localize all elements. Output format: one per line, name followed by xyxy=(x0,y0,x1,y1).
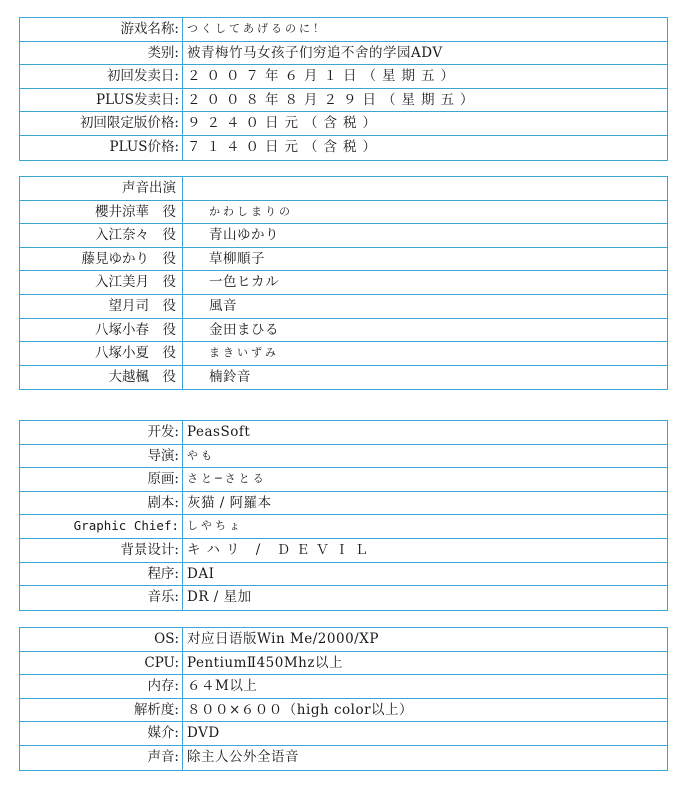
cast-actor: 一色ヒカル xyxy=(209,274,279,291)
row-label: 背景设计: xyxy=(20,539,183,562)
row-value: DAI xyxy=(187,565,215,582)
cast-actor: 風音 xyxy=(209,297,237,314)
table-row xyxy=(20,248,667,272)
row-label: Graphic Chief: xyxy=(20,515,183,538)
cast-role: 大越楓 役 xyxy=(20,366,183,390)
cast-role: 藤見ゆかり 役 xyxy=(20,248,183,271)
row-label: 程序: xyxy=(20,563,183,586)
row-value: PeasSoft xyxy=(187,424,251,440)
row-value: 灰猫 / 阿羅本 xyxy=(187,494,272,511)
row-label: 初回限定版价格: xyxy=(20,112,183,135)
table-row xyxy=(20,201,667,225)
row-value: 除主人公外全语音 xyxy=(187,748,299,765)
row-value: 对应日语版Win Me/2000/XP xyxy=(187,631,379,647)
row-value: DR / 星加 xyxy=(187,589,252,606)
table-row xyxy=(20,319,667,343)
table-header-row xyxy=(20,177,667,201)
row-label: 解析度: xyxy=(20,699,183,722)
cast-actor: まきいずみ xyxy=(209,346,279,360)
table-row xyxy=(20,699,667,723)
row-value: ７１４０日元（含税） xyxy=(187,138,382,155)
table-row xyxy=(20,675,667,699)
voice-cast-table xyxy=(19,176,668,390)
cast-actor: 草柳順子 xyxy=(209,250,265,267)
table-row xyxy=(20,468,667,492)
table-row xyxy=(20,89,667,113)
cast-actor: 楠鈴音 xyxy=(209,368,251,385)
table-row xyxy=(20,492,667,516)
table-row xyxy=(20,342,667,366)
table-row xyxy=(20,65,667,89)
table-row xyxy=(20,271,667,295)
table-row xyxy=(20,366,667,390)
row-label: PLUS发卖日: xyxy=(20,89,183,112)
row-label: CPU: xyxy=(20,652,183,675)
cast-actor: 青山ゆかり xyxy=(209,227,279,244)
row-value: ９２４０日元（含税） xyxy=(187,115,382,132)
table-row xyxy=(20,18,667,42)
cast-header: 声音出演 xyxy=(20,177,183,200)
row-label: 初回发卖日: xyxy=(20,65,183,88)
table-row xyxy=(20,586,667,610)
cast-role: 望月司 役 xyxy=(20,295,183,318)
staff-table xyxy=(19,420,668,611)
row-label: 导演: xyxy=(20,445,183,468)
row-label: 剧本: xyxy=(20,492,183,515)
table-row xyxy=(20,136,667,160)
table-row xyxy=(20,295,667,319)
cast-header-empty xyxy=(183,177,667,200)
cast-role: 入江美月 役 xyxy=(20,271,183,294)
table-row xyxy=(20,445,667,469)
row-value: キハリ / ＤＥＶＩＬ xyxy=(187,541,375,558)
row-label: 声音: xyxy=(20,746,183,770)
row-value: PentiumⅡ450Mhz以上 xyxy=(187,654,343,671)
row-label: PLUS价格: xyxy=(20,136,183,160)
row-value: つくしてあげるのに！ xyxy=(187,22,327,35)
table-row xyxy=(20,746,667,770)
row-value: DVD xyxy=(187,725,220,742)
table-row xyxy=(20,722,667,746)
row-label: 开发: xyxy=(20,421,183,444)
table-row xyxy=(20,628,667,652)
row-value: ２００８年８月２９日（星期五） xyxy=(187,91,480,108)
table-row xyxy=(20,539,667,563)
cast-role: 櫻井涼華 役 xyxy=(20,201,183,224)
cast-role: 入江奈々 役 xyxy=(20,224,183,247)
cast-actor: 金田まひる xyxy=(209,321,279,338)
row-value: ６４M以上 xyxy=(187,678,258,695)
row-label: 游戏名称: xyxy=(20,18,183,41)
row-value: しやちょ xyxy=(187,519,243,533)
table-row xyxy=(20,42,667,66)
table-row xyxy=(20,112,667,136)
cast-role: 八塚小夏 役 xyxy=(20,342,183,365)
row-value: 被青梅竹马女孩子们穷追不舍的学园ADV xyxy=(187,44,443,61)
table-row xyxy=(20,224,667,248)
row-value: ８００×６００（high color以上） xyxy=(187,701,414,718)
row-label: 内存: xyxy=(20,675,183,698)
cast-role: 八塚小春 役 xyxy=(20,319,183,342)
table-row xyxy=(20,652,667,676)
table-row xyxy=(20,421,667,445)
row-value: やも xyxy=(187,448,215,462)
system-requirements-table xyxy=(19,627,668,771)
row-label: 类别: xyxy=(20,42,183,65)
row-label: 原画: xyxy=(20,468,183,491)
row-value: ２００７年６月１日（星期五） xyxy=(187,68,460,85)
table-row xyxy=(20,563,667,587)
game-info-table xyxy=(19,17,668,161)
row-label: 媒介: xyxy=(20,722,183,745)
row-label: 音乐: xyxy=(20,586,183,610)
row-value: さと─さとる xyxy=(187,472,267,486)
row-label: OS: xyxy=(20,628,183,651)
cast-actor: かわしまりの xyxy=(209,204,293,218)
table-row xyxy=(20,515,667,539)
